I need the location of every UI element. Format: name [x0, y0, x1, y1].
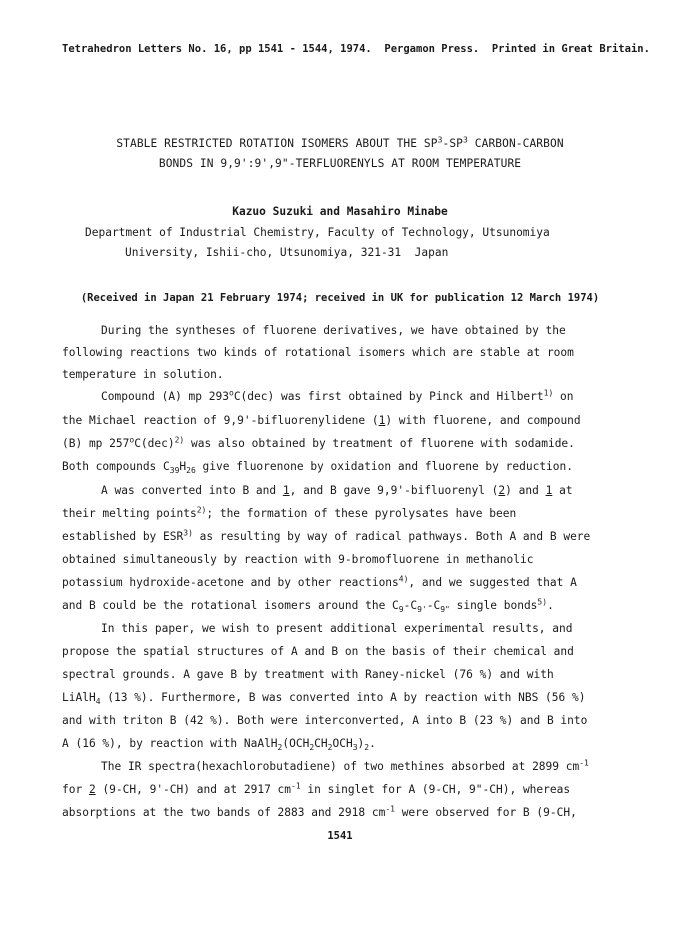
p4-line-6: A (16 %), by reaction with $NaAlH_2(OCH_2CH_2OCH_3)_2$.	[62, 737, 376, 753]
p2-line-2: the Michael reaction of 9,9'-bifluorenylidene (1) with fluorene, and compound	[62, 414, 581, 427]
authors: Kazuo Suzuki and Masahiro Minabe	[232, 205, 448, 218]
p4-line-1: In this paper, we wish to present additional experimental results, and	[101, 622, 573, 635]
p5-line-2: for 2 (9-CH, 9'-CH) and at 2917 $cm^{-1}$ in singlet for A (9-CH, 9"-CH), whereas	[62, 781, 571, 796]
p1-line-2: following reactions two kinds of rotational isomers which are stable at room	[62, 346, 574, 359]
p5-line-3: absorptions at the two bands of 2883 and 2918 $cm^{-1}$ were observed for B (9-CH,	[62, 804, 577, 819]
p2-line-4: Both compounds $C_{39}H_{26}$ give fluorenone by oxidation and fluorene by reduction.	[62, 460, 573, 476]
p2-line-1: Compound (A) mp 293$^o$C(dec) was first obtained by Pinck and Hilbert$^{1)}$ on	[101, 388, 574, 403]
p4-line-3: spectral grounds. A gave B by treatment with Raney-nickel (76 %) and with	[62, 668, 554, 681]
p3-line-2: their melting points$^{2)}$; the formation of these pyrolysates have been	[62, 505, 517, 520]
p3-line-6: and B could be the rotational isomers around the $C_9-C_{9'}-C_{9"}$ single bonds$^{5)}$.	[62, 597, 554, 615]
p1-line-3: temperature in solution.	[62, 368, 224, 381]
journal-header: Tetrahedron Letters No. 16, pp 1541 - 1544, 1974. Pergamon Press. Printed in Great Britain.	[62, 43, 650, 55]
title-line-2: BONDS IN 9,9':9',9"-TERFLUORENYLS AT ROOM TEMPERATURE	[158, 157, 522, 170]
p1-line-1: During the syntheses of fluorene derivatives, we have obtained by the	[101, 324, 566, 337]
received-dates: (Received in Japan 21 February 1974; received in UK for publication 12 March 1974)	[80, 292, 600, 304]
p4-line-2: propose the spatial structures of A and B on the basis of their chemical and	[62, 645, 574, 658]
affiliation-line-1: Department of Industrial Chemistry, Faculty of Technology, Utsunomiya	[85, 226, 550, 239]
affiliation-line-2: University, Ishii-cho, Utsunomiya, 321-31 Japan	[125, 246, 449, 259]
page-number: 1541	[327, 830, 353, 842]
p5-line-1: The IR spectra(hexachlorobutadiene) of two methines absorbed at 2899 $cm^{-1}$	[101, 758, 589, 773]
p3-line-5: potassium hydroxide-acetone and by other reactions$^{4)}$, and we suggested that A	[62, 574, 577, 589]
p3-line-1: A was converted into B and 1, and B gave 9,9'-bifluorenyl (2) and 1 at	[101, 484, 573, 497]
p3-line-4: obtained simultaneously by reaction with 9-bromofluorene in methanolic	[62, 553, 534, 566]
title-line-1: STABLE RESTRICTED ROTATION ISOMERS ABOUT THE $SP^3-SP^3$ CARBON-CARBON	[116, 135, 564, 150]
p4-line-5: and with triton B (42 %). Both were interconverted, A into B (23 %) and B into	[62, 714, 588, 727]
p4-line-4: LiAlH$_4$ (13 %). Furthermore, B was converted into A by reaction with NBS (56 %)	[62, 691, 586, 707]
p2-line-3: (B) mp 257$^o$C(dec)$^{2)}$ was also obtained by treatment of fluorene with sodamide.	[62, 435, 575, 450]
p3-line-3: established by ESR$^{3)}$ as resulting by way of radical pathways. Both A and B were	[62, 528, 591, 543]
